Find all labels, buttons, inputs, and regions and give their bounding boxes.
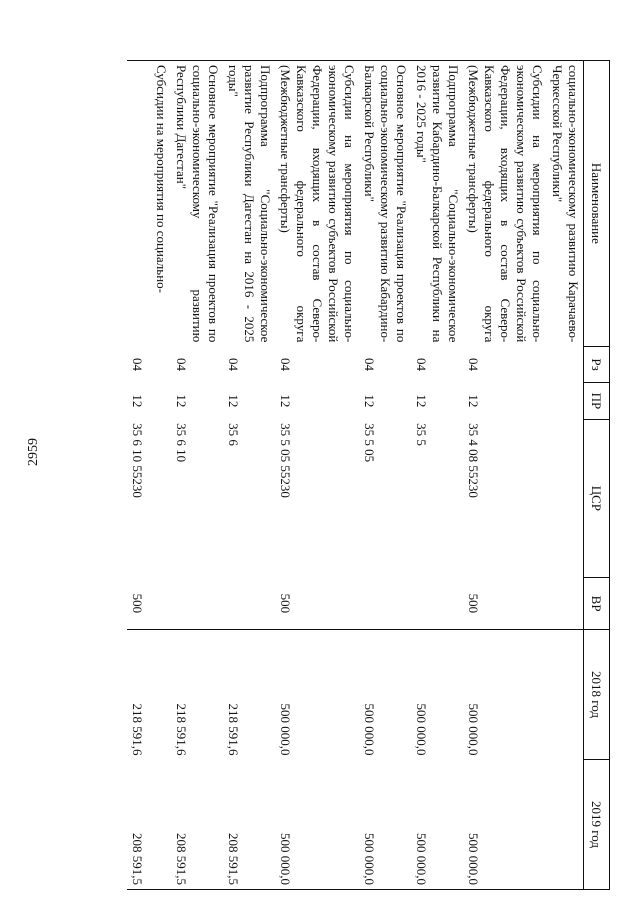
row-rz	[547, 346, 584, 382]
table-row	[275, 61, 359, 890]
row-2019: 500 000,0	[411, 760, 463, 890]
header-2018: 2018 год	[584, 630, 610, 760]
header-2019: 2019 год	[584, 760, 610, 890]
header-pr: ПР	[584, 383, 610, 419]
row-rz: 04	[130, 358, 145, 372]
row-name: социально-экономическому развитию Карачаево-Черкесской Республики"	[547, 61, 584, 347]
row-pr	[547, 383, 584, 419]
header-name: Наименование	[584, 61, 610, 347]
row-rz: 04	[362, 358, 377, 372]
row-rz: 04	[174, 358, 189, 372]
row-csr: 35 6	[226, 423, 241, 446]
row-csr: 35 4 08 55230	[466, 423, 481, 498]
row-csr: 35 6 10	[174, 423, 189, 463]
row-2019: 500 000,0	[275, 760, 359, 890]
row-csr	[547, 419, 584, 578]
row-csr: 35 5	[414, 423, 429, 446]
row-name: Субсидии на мероприятия по социально-экономическому развитию субъектов Российской Федерации, входящих в состав Северо-Кавказского федерального округа (Межбюджетные трансферты)	[463, 61, 547, 347]
row-vr	[411, 578, 463, 630]
row-pr: 12	[278, 394, 293, 408]
row-name: Основное мероприятие "Реализация проектов по социально-экономическому развитию Республики Дагестан"	[171, 61, 223, 347]
row-vr	[547, 578, 584, 630]
row-2019: 500 000,0	[359, 760, 411, 890]
row-csr: 35 6 10 55230	[130, 423, 145, 498]
table-row	[171, 61, 223, 890]
row-name: Подпрограмма "Социально-экономическое развитие Кабардино-Балкарской Республики на 2016 - 2025 годы"	[411, 61, 463, 347]
header-csr: ЦСР	[584, 419, 610, 578]
row-name: Субсидии на мероприятия по социально-	[127, 61, 171, 347]
budget-table	[127, 60, 610, 890]
row-2018: 500 000,0	[275, 630, 359, 760]
row-vr: 500	[278, 593, 293, 614]
rotated-page-content	[85, 60, 610, 890]
row-vr	[171, 578, 223, 630]
row-vr: 500	[130, 593, 145, 614]
row-2018	[547, 630, 584, 760]
row-2018: 500 000,0	[463, 630, 547, 760]
table-row	[223, 61, 275, 890]
row-name: Подпрограмма "Социально-экономическое развитие Республики Дагестан на 2016 - 2025 годы"	[223, 61, 275, 347]
row-2018: 218 591,6	[171, 630, 223, 760]
row-vr: 500	[466, 593, 481, 614]
row-2019: 500 000,0	[463, 760, 547, 890]
table-row	[411, 61, 463, 890]
table-row	[127, 61, 171, 890]
row-2019: 208 591,5	[127, 760, 171, 890]
row-vr	[223, 578, 275, 630]
row-csr: 35 5 05	[362, 423, 377, 463]
row-pr: 12	[362, 394, 377, 408]
row-pr: 12	[226, 394, 241, 408]
row-rz: 04	[226, 358, 241, 372]
row-2019: 208 591,5	[223, 760, 275, 890]
row-pr: 12	[414, 394, 429, 408]
row-2019: 208 591,5	[171, 760, 223, 890]
table-row	[359, 61, 411, 890]
page-number: 2959	[26, 438, 41, 466]
row-pr: 12	[466, 394, 481, 408]
row-name: Субсидии на мероприятия по социально-экономическому развитию субъектов Российской Федерации, входящих в состав Северо-Кавказского федерального округа (Межбюджетные трансферты)	[275, 61, 359, 347]
table-row	[547, 61, 584, 890]
row-2018: 218 591,6	[127, 630, 171, 760]
row-rz: 04	[278, 358, 293, 372]
row-2018: 500 000,0	[359, 630, 411, 760]
row-vr	[359, 578, 411, 630]
row-2019	[547, 760, 584, 890]
table-row	[463, 61, 547, 890]
header-row	[584, 61, 610, 890]
header-vr: ВР	[584, 578, 610, 630]
row-pr: 12	[130, 394, 145, 408]
row-pr: 12	[174, 394, 189, 408]
header-rz: Рз	[584, 346, 610, 382]
row-name: Основное мероприятие "Реализация проектов по социально-экономическому развитию Кабардино-Балкарской Республики"	[359, 61, 411, 347]
row-csr: 35 5 05 55230	[278, 423, 293, 498]
row-rz: 04	[466, 358, 481, 372]
row-2018: 218 591,6	[223, 630, 275, 760]
row-2018: 500 000,0	[411, 630, 463, 760]
row-rz: 04	[414, 358, 429, 372]
